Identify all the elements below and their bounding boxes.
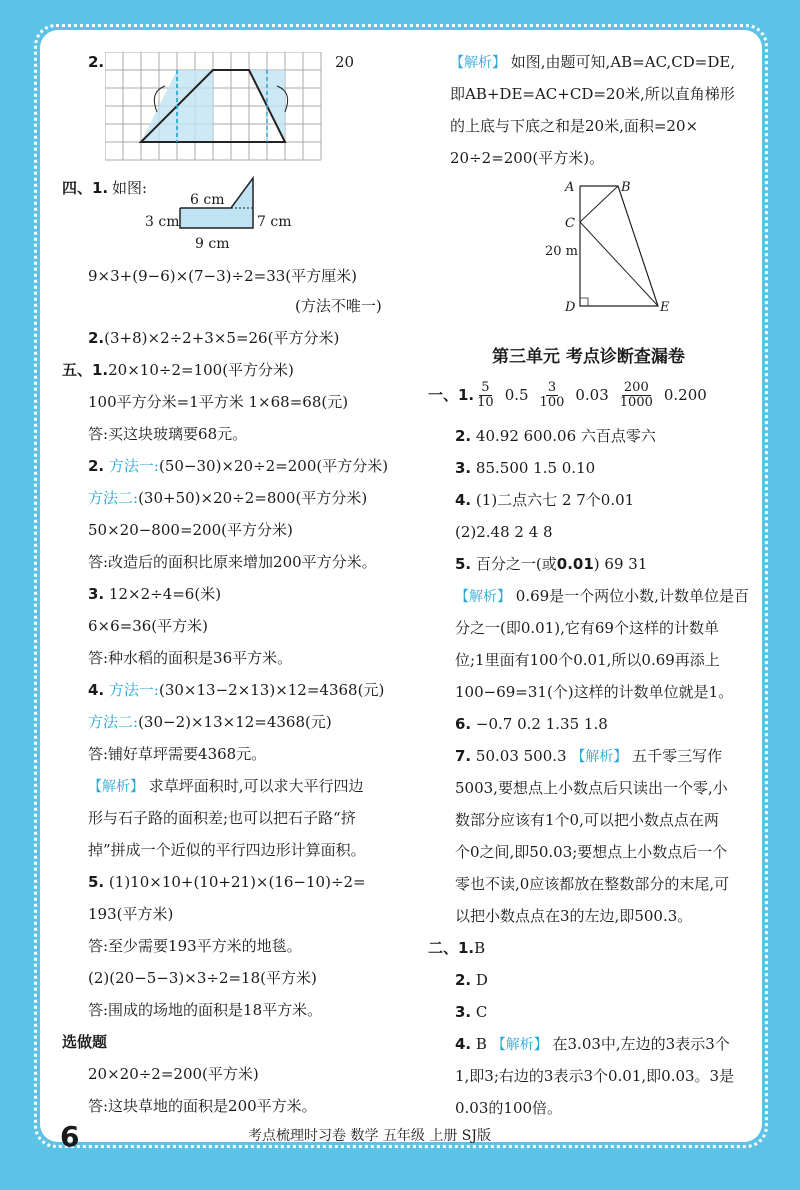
- r-s2-4-analysis-0: 在3.03中,左边的3表示3个: [552, 1035, 730, 1053]
- r-q7-analysis-5: 以把小数点点在3的左边,即500.3。: [455, 907, 693, 925]
- s5-q2-answer: 答:改造后的面积比原来增加200平方分米。: [88, 553, 377, 571]
- r-q2-number: 2.: [455, 427, 472, 445]
- r-s2-4-number: 4.: [455, 1035, 472, 1053]
- r-q7-analysis-4: 零也不读,0应该都放在整数部分的末尾,可: [455, 875, 730, 893]
- s5-q4-number: 4.: [88, 681, 105, 699]
- r-s2-4-analysis-1: 1,即3;右边的3表示3个0.01,即0.03。3是: [455, 1067, 735, 1085]
- section5-label: 五、1.: [62, 361, 109, 379]
- top-analysis-3: 的上底与下底之和是20米,面积=20×: [450, 117, 699, 135]
- r-q5-analysis-4: 100−69=31(个)这样的计数单位就是1。: [455, 683, 734, 701]
- r-s1-label: 一、1.: [428, 386, 475, 404]
- r-q5-text-b: 0.01: [556, 555, 594, 573]
- s4-q1-note: (方法不唯一): [295, 297, 382, 315]
- q2-number: 2.: [88, 53, 105, 71]
- r-q5-analysis-1: 0.69是一个两位小数,计数单位是百: [515, 587, 749, 605]
- fig-point-b: B: [621, 180, 631, 195]
- value-0-200: 0.200: [663, 386, 707, 404]
- r-q5-number: 5.: [455, 555, 472, 573]
- s5-q5-eq-a: (1)10×10+(10+21)×(16−10)÷2=: [108, 873, 366, 891]
- s5-q4-eq-b: (30−2)×13×12=4368(元): [138, 713, 332, 731]
- fig-point-a: A: [565, 180, 575, 195]
- s5-q3-answer: 答:种水稻的面积是36平方米。: [88, 649, 293, 667]
- fraction-5-10: $\frac{5}{10}$: [477, 379, 494, 410]
- s5-q5-eq-c: (2)(20−5−3)×3÷2=18(平方米): [88, 969, 317, 987]
- s5-q2-method1-label: 方法一:: [108, 457, 159, 475]
- r-q7-analysis-3: 个0之间,即50.03;要想点上小数点后一个: [455, 843, 728, 861]
- s5-q1-answer: 答:买这块玻璃要68元。: [88, 425, 248, 443]
- fig-20m-label: 20 m: [545, 244, 579, 259]
- fig-point-e: E: [660, 300, 670, 315]
- top-analysis-4: 20÷2=200(平方米)。: [450, 149, 605, 167]
- r-q5-analysis-2: 分之一(即0.01),它有69个这样的计数单: [455, 619, 719, 637]
- fig-3cm-label: 3 cm: [145, 214, 180, 230]
- s5-q2-method2-label: 方法二:: [88, 489, 139, 507]
- r-s2-1: B: [474, 939, 486, 957]
- s5-q5-answer-1: 答:至少需要193平方米的地毯。: [88, 937, 302, 955]
- s5-q4-method1-label: 方法一:: [108, 681, 159, 699]
- fraction-3-100: $\frac{3}{100}$: [539, 379, 565, 410]
- grid-figure: [105, 52, 325, 162]
- s5-q1-conversion: 100平方分米=1平方米 1×68=68(元): [88, 393, 349, 411]
- r-s2-4-analysis-tag: 【解析】: [491, 1037, 548, 1053]
- s4-q1-equation: 9×3+(9−6)×(7−3)÷2=33(平方厘米): [88, 267, 357, 285]
- r-q5-analysis-tag: 【解析】: [455, 589, 511, 605]
- page-number: 6: [60, 1120, 80, 1153]
- q2-side-label: 20: [335, 53, 355, 71]
- fig-7cm-label: 7 cm: [257, 214, 292, 230]
- s5-q4-analysis-3: 掉”拼成一个近似的平行四边形计算面积。: [88, 841, 366, 859]
- s5-q3-eq-b: 6×6=36(平方米): [88, 617, 209, 635]
- r-q6-number: 6.: [455, 715, 472, 733]
- r-s2-4-analysis-2: 0.03的100倍。: [455, 1099, 563, 1117]
- s5-q4-eq-a: (30×13−2×13)×12=4368(元): [158, 681, 385, 699]
- top-analysis-1: 如图,由题可知,AB=AC,CD=DE,: [510, 53, 736, 71]
- s5-q5-number: 5.: [88, 873, 105, 891]
- top-analysis-tag: 【解析】: [450, 55, 506, 71]
- r-q7-number: 7.: [455, 747, 472, 765]
- s5-q5-answer-2: 答:围成的场地的面积是18平方米。: [88, 1001, 323, 1019]
- section4-label: 四、1.: [62, 179, 109, 197]
- r-q2-text: 40.92 600.06 六百点零六: [475, 427, 656, 445]
- unit-title: 第三单元 考点诊断查漏卷: [492, 347, 685, 367]
- r-q5-text-a: 百分之一(或: [475, 555, 557, 573]
- s5-q3-eq: 12×2÷4=6(米): [108, 585, 222, 603]
- optional-equation: 20×20÷2=200(平方米): [88, 1065, 259, 1083]
- s5-q4-answer: 答:铺好草坪需要4368元。: [88, 745, 267, 763]
- r-q5-analysis-3: 位;1里面有100个0.01,所以0.69再添上: [455, 651, 720, 669]
- fig-point-c: C: [565, 216, 575, 231]
- r-s2-2: D: [475, 971, 488, 989]
- r-s2-3: C: [475, 1003, 488, 1021]
- r-q4-text: (1)二点六七 2 7个0.01: [475, 491, 635, 509]
- r-q7-analysis-1: 5003,要想点上小数点后只读出一个零,小: [455, 779, 728, 797]
- r-q5-text-c: ) 69 31: [593, 555, 648, 573]
- s4-q1-intro: 如图:: [112, 179, 148, 197]
- fraction-200-1000: $\frac{200}{1000}$: [619, 379, 653, 410]
- r-q3-number: 3.: [455, 459, 472, 477]
- r-q7-text: 50.03 500.3: [475, 747, 567, 765]
- footer-text: 考点梳理时习卷 数学 五年级 上册 SJ版: [248, 1128, 492, 1144]
- s5-q5-eq-b: 193(平方米): [88, 905, 174, 923]
- r-q7-analysis-0: 五千零三写作: [632, 747, 723, 765]
- value-0-5: 0.5: [504, 386, 529, 404]
- r-s2-label: 二、1.: [428, 939, 475, 957]
- fig-6cm-label: 6 cm: [190, 192, 225, 208]
- s5-q4-method2-label: 方法二:: [88, 713, 139, 731]
- top-analysis-2: 即AB+DE=AC+CD=20米,所以直角梯形: [450, 85, 735, 103]
- r-q6-text: −0.7 0.2 1.35 1.8: [475, 715, 608, 733]
- s5-q4-analysis-2: 形与石子路的面积差;也可以把石子路“挤: [88, 809, 356, 827]
- r-q4-number: 4.: [455, 491, 472, 509]
- s5-q2-eq-b: (30+50)×20÷2=800(平方分米): [138, 489, 368, 507]
- r-q7-analysis-2: 数部分应该有1个0,可以把小数点点在两: [455, 811, 719, 829]
- fig-point-d: D: [565, 300, 576, 315]
- fig-9cm-label: 9 cm: [195, 236, 230, 252]
- r-s2-2-number: 2.: [455, 971, 472, 989]
- r-s2-4: B: [475, 1035, 487, 1053]
- r-q4-text-b: (2)2.48 2 4 8: [455, 523, 553, 541]
- s5-q4-analysis-1: 求草坪面积时,可以求大平行四边: [148, 777, 364, 795]
- r-s2-3-number: 3.: [455, 1003, 472, 1021]
- optional-answer: 答:这块草地的面积是200平方米。: [88, 1097, 317, 1115]
- s5-q3-number: 3.: [88, 585, 105, 603]
- r-q3-text: 85.500 1.5 0.10: [475, 459, 596, 477]
- s5-q2-number: 2.: [88, 457, 105, 475]
- s4-q2-equation: (3+8)×2÷2+3×5=26(平方分米): [104, 329, 340, 347]
- r-q7-analysis-tag: 【解析】: [571, 749, 628, 765]
- s5-q4-analysis-tag: 【解析】: [88, 779, 144, 795]
- s5-q2-eq-c: 50×20−800=200(平方分米): [88, 521, 293, 539]
- s5-q2-eq-a: (50−30)×20÷2=200(平方分米): [158, 457, 389, 475]
- s4-q2-number: 2.: [88, 329, 105, 347]
- optional-section-label: 选做题: [62, 1033, 108, 1051]
- s5-q1-equation: 20×10÷2=100(平方分米): [108, 361, 294, 379]
- value-0-03: 0.03: [575, 386, 609, 404]
